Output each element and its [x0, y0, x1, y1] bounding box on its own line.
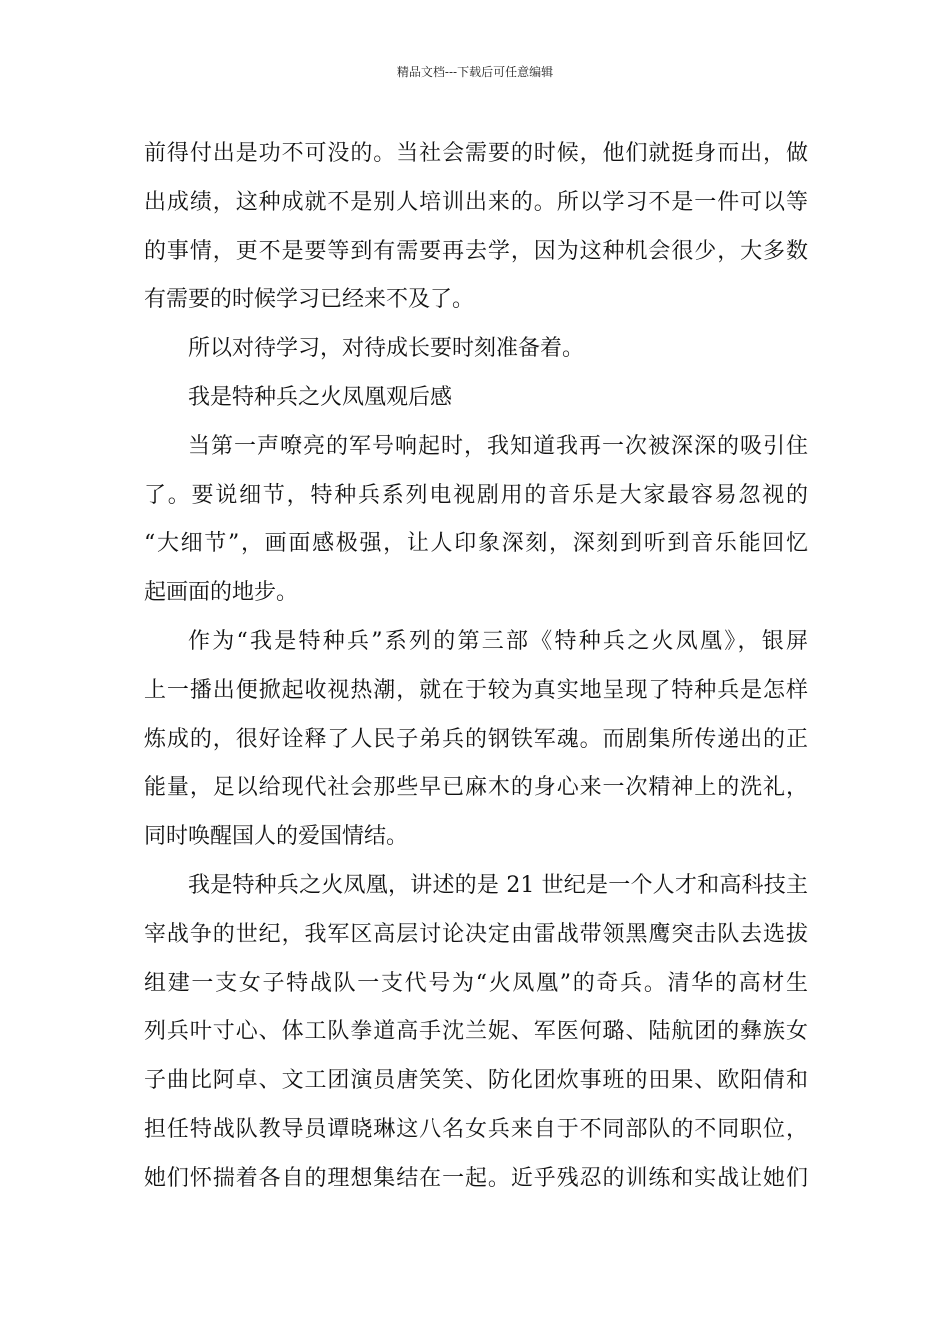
- text-line: “大细节”，画面感极强，让人印象深刻，深刻到听到音乐能回忆: [144, 531, 808, 557]
- text-line: 上一播出便掀起收视热潮，就在于较为真实地呈现了特种兵是怎样: [144, 677, 808, 703]
- document-body: [144, 130, 808, 1204]
- text-line: 当第一声嘹亮的军号响起时，我知道我再一次被深深的吸引住: [188, 433, 808, 459]
- text-line: 作为“我是特种兵”系列的第三部《特种兵之火凤凰》，银屏: [188, 628, 808, 654]
- text-line: 有需要的时候学习已经来不及了。: [144, 287, 475, 313]
- text-line: 担任特战队教导员谭晓琳这八名女兵来自于不同部队的不同职位，: [144, 1116, 808, 1142]
- text-line: 她们怀揣着各自的理想集结在一起。近乎残忍的训练和实战让她们: [144, 1165, 808, 1191]
- text-line: 能量，足以给现代社会那些早已麻木的身心来一次精神上的洗礼，: [144, 775, 808, 801]
- text-line: 同时唤醒国人的爱国情结。: [144, 824, 409, 850]
- text-line: 前得付出是功不可没的。当社会需要的时候，他们就挺身而出，做: [144, 141, 808, 166]
- text-line: 我是特种兵之火凤凰观后感: [188, 384, 453, 410]
- text-line: 的事情，更不是要等到有需要再去学，因为这种机会很少，大多数: [144, 238, 808, 264]
- text-line: 组建一支女子特战队一支代号为“火凤凰”的奇兵。清华的高材生: [144, 970, 808, 996]
- text-line: 出成绩，这种成就不是别人培训出来的。所以学习不是一件可以等: [144, 189, 808, 215]
- text-line: 我是特种兵之火凤凰，讲述的是 21 世纪是一个人才和高科技主: [188, 872, 808, 898]
- text-line: 了。要说细节，特种兵系列电视剧用的音乐是大家最容易忽视的: [144, 482, 808, 508]
- text-line: 宰战争的世纪，我军区高层讨论决定由雷战带领黑鹰突击队去选拔: [144, 921, 808, 947]
- text-line: 炼成的，很好诠释了人民子弟兵的钢铁军魂。而剧集所传递出的正: [144, 726, 808, 752]
- text-line: 列兵叶寸心、体工队拳道高手沈兰妮、军医何璐、陆航团的彝族女: [144, 1019, 808, 1045]
- page-header: 精品文档---下载后可任意编辑: [396, 65, 554, 79]
- text-line: 起画面的地步。: [144, 580, 299, 606]
- text-line: 所以对待学习，对待成长要时刻准备着。: [188, 336, 585, 362]
- text-line: 子曲比阿卓、文工团演员唐笑笑、防化团炊事班的田果、欧阳倩和: [144, 1068, 808, 1094]
